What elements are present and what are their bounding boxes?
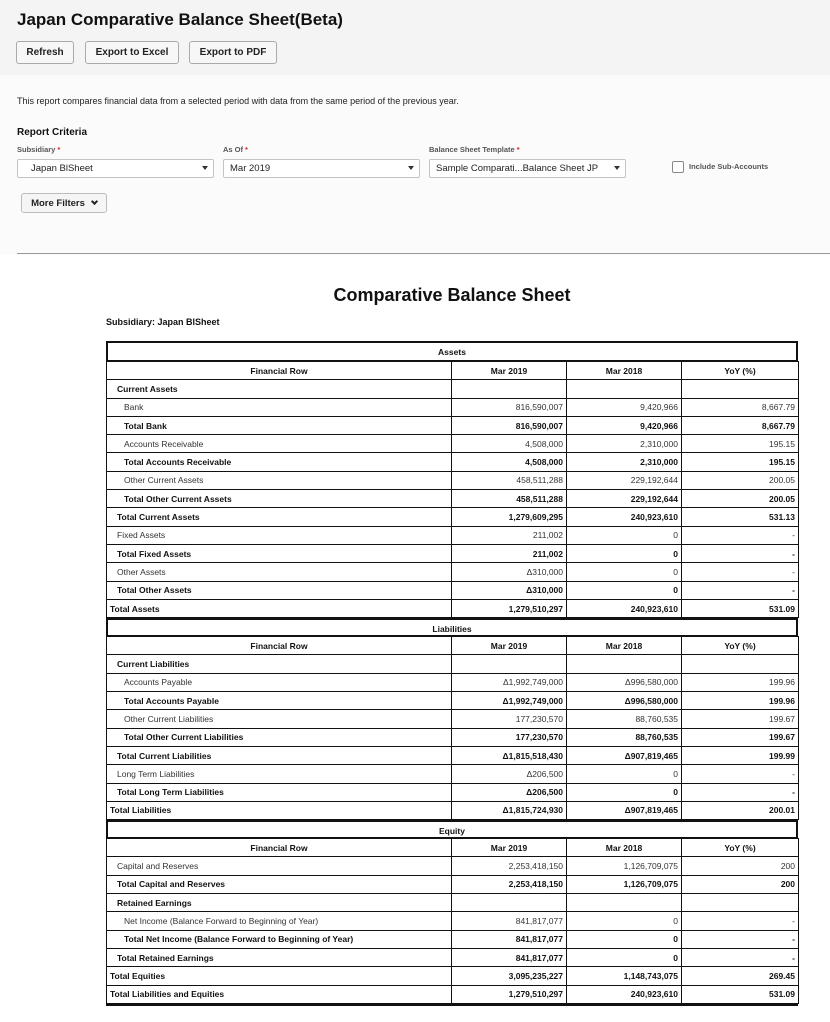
- value-mar-2018: 0: [567, 581, 682, 599]
- table-row: [107, 380, 799, 398]
- value-yoy: 199.96: [682, 673, 799, 691]
- table-row: [107, 655, 799, 673]
- value-mar-2019: [452, 894, 567, 912]
- value-mar-2018: 1,148,743,075: [567, 967, 682, 985]
- table-row: [107, 490, 799, 508]
- refresh-button[interactable]: Refresh: [16, 41, 74, 64]
- row-label: Accounts Receivable: [107, 435, 452, 453]
- value-mar-2018: [567, 380, 682, 398]
- dropdown-caret-icon: [614, 166, 620, 170]
- table-row: [107, 416, 799, 434]
- table-row: [107, 563, 799, 581]
- value-mar-2018: 0: [567, 783, 682, 801]
- value-mar-2018: 0: [567, 765, 682, 783]
- row-label: Accounts Payable: [107, 673, 452, 691]
- table-row: [107, 471, 799, 489]
- row-label: Other Current Assets: [107, 471, 452, 489]
- section-heading: Equity: [106, 820, 798, 838]
- value-mar-2019: Δ206,500: [452, 765, 567, 783]
- value-mar-2018: 88,760,535: [567, 710, 682, 728]
- more-filters-label: More Filters: [31, 197, 85, 209]
- export-pdf-button[interactable]: Export to PDF: [189, 41, 277, 64]
- row-label: Total Accounts Payable: [107, 692, 452, 710]
- value-yoy: -: [682, 765, 799, 783]
- report-criteria-heading: Report Criteria: [17, 127, 88, 138]
- table-row: [107, 581, 799, 599]
- value-mar-2019: 177,230,570: [452, 728, 567, 746]
- report-table: [106, 361, 799, 618]
- table-row: [107, 894, 799, 912]
- column-header: Mar 2019: [452, 362, 567, 380]
- dropdown-caret-icon: [202, 166, 208, 170]
- table-row: [107, 526, 799, 544]
- column-header: Mar 2018: [567, 637, 682, 655]
- value-yoy: 531.09: [682, 599, 799, 617]
- table-row: [107, 673, 799, 691]
- column-header: YoY (%): [682, 637, 799, 655]
- value-mar-2018: 0: [567, 912, 682, 930]
- report-table: [106, 636, 799, 820]
- value-yoy: 199.67: [682, 710, 799, 728]
- row-label: Other Current Liabilities: [107, 710, 452, 728]
- value-mar-2018: 0: [567, 563, 682, 581]
- value-yoy: -: [682, 563, 799, 581]
- value-mar-2018: 2,310,000: [567, 435, 682, 453]
- value-yoy: [682, 894, 799, 912]
- value-mar-2019: 841,817,077: [452, 948, 567, 966]
- table-row: [107, 948, 799, 966]
- value-mar-2018: Δ996,580,000: [567, 673, 682, 691]
- value-mar-2019: 211,002: [452, 544, 567, 562]
- table-row: [107, 783, 799, 801]
- value-mar-2018: 0: [567, 526, 682, 544]
- value-mar-2019: [452, 655, 567, 673]
- table-row: [107, 435, 799, 453]
- page-title: Japan Comparative Balance Sheet(Beta): [17, 10, 343, 29]
- include-sub-accounts-label: Include Sub-Accounts: [689, 162, 769, 171]
- export-excel-button[interactable]: Export to Excel: [85, 41, 179, 64]
- include-sub-accounts-checkbox[interactable]: [672, 161, 684, 173]
- value-mar-2018: 1,126,709,075: [567, 875, 682, 893]
- value-mar-2019: 211,002: [452, 526, 567, 544]
- value-mar-2019: 4,508,000: [452, 453, 567, 471]
- value-mar-2018: 240,923,610: [567, 508, 682, 526]
- row-label: Fixed Assets: [107, 526, 452, 544]
- row-label: Current Assets: [107, 380, 452, 398]
- row-label: Retained Earnings: [107, 894, 452, 912]
- value-mar-2019: [452, 380, 567, 398]
- value-yoy: -: [682, 544, 799, 562]
- value-mar-2019: Δ1,815,518,430: [452, 746, 567, 764]
- value-mar-2019: Δ1,992,749,000: [452, 692, 567, 710]
- value-mar-2019: Δ310,000: [452, 581, 567, 599]
- table-row: [107, 728, 799, 746]
- value-mar-2018: 2,310,000: [567, 453, 682, 471]
- section-heading: Liabilities: [106, 618, 798, 636]
- value-mar-2018: 0: [567, 948, 682, 966]
- value-yoy: 531.13: [682, 508, 799, 526]
- value-mar-2019: 816,590,007: [452, 398, 567, 416]
- value-mar-2018: 1,126,709,075: [567, 857, 682, 875]
- value-mar-2018: 0: [567, 930, 682, 948]
- value-yoy: -: [682, 526, 799, 544]
- value-yoy: [682, 655, 799, 673]
- row-label: Total Liabilities: [107, 801, 452, 819]
- value-yoy: -: [682, 930, 799, 948]
- value-yoy: 199.67: [682, 728, 799, 746]
- column-header: YoY (%): [682, 839, 799, 857]
- dropdown-caret-icon: [408, 166, 414, 170]
- table-row: [107, 453, 799, 471]
- value-mar-2019: 458,511,288: [452, 471, 567, 489]
- value-yoy: 531.09: [682, 985, 799, 1003]
- value-mar-2018: Δ907,819,465: [567, 746, 682, 764]
- table-row: [107, 875, 799, 893]
- column-header-row: [107, 362, 799, 380]
- row-label: Total Other Assets: [107, 581, 452, 599]
- value-mar-2018: Δ907,819,465: [567, 801, 682, 819]
- value-mar-2019: Δ1,992,749,000: [452, 673, 567, 691]
- row-label: Total Accounts Receivable: [107, 453, 452, 471]
- value-mar-2018: 229,192,644: [567, 490, 682, 508]
- column-header: Financial Row: [107, 362, 452, 380]
- value-mar-2019: 2,253,418,150: [452, 857, 567, 875]
- subsidiary-select[interactable]: [17, 159, 214, 178]
- value-mar-2019: 3,095,235,227: [452, 967, 567, 985]
- value-yoy: 195.15: [682, 453, 799, 471]
- value-mar-2019: 4,508,000: [452, 435, 567, 453]
- more-filters-button[interactable]: [21, 193, 107, 213]
- row-label: Total Bank: [107, 416, 452, 434]
- column-header: Mar 2018: [567, 362, 682, 380]
- asof-value: Mar 2019: [230, 163, 271, 174]
- value-mar-2018: 229,192,644: [567, 471, 682, 489]
- column-header: Mar 2019: [452, 839, 567, 857]
- column-header-row: [107, 637, 799, 655]
- table-row: [107, 985, 799, 1003]
- value-mar-2018: 9,420,966: [567, 416, 682, 434]
- table-row: [107, 692, 799, 710]
- value-mar-2018: [567, 655, 682, 673]
- template-select[interactable]: [429, 159, 626, 178]
- value-mar-2019: Δ1,815,724,930: [452, 801, 567, 819]
- value-mar-2019: Δ310,000: [452, 563, 567, 581]
- report-subsidiary: Subsidiary: Japan BlSheet: [106, 317, 220, 327]
- value-yoy: 200.05: [682, 471, 799, 489]
- divider: [17, 253, 830, 254]
- value-yoy: 200: [682, 857, 799, 875]
- value-mar-2019: 177,230,570: [452, 710, 567, 728]
- table-row: [107, 710, 799, 728]
- value-mar-2018: 240,923,610: [567, 599, 682, 617]
- value-yoy: -: [682, 912, 799, 930]
- value-mar-2018: 0: [567, 544, 682, 562]
- row-label: Other Assets: [107, 563, 452, 581]
- table-row: [107, 599, 799, 617]
- row-label: Total Retained Earnings: [107, 948, 452, 966]
- value-mar-2018: [567, 894, 682, 912]
- column-header: Financial Row: [107, 637, 452, 655]
- row-label: Total Current Assets: [107, 508, 452, 526]
- value-yoy: [682, 380, 799, 398]
- balance-sheet-report: [106, 341, 798, 1006]
- table-row: [107, 930, 799, 948]
- table-row: [107, 801, 799, 819]
- value-yoy: 269.45: [682, 967, 799, 985]
- table-row: [107, 398, 799, 416]
- value-mar-2018: 9,420,966: [567, 398, 682, 416]
- row-label: Total Net Income (Balance Forward to Beginning of Year): [107, 930, 452, 948]
- table-row: [107, 912, 799, 930]
- column-header-row: [107, 839, 799, 857]
- table-row: [107, 508, 799, 526]
- row-label: Total Assets: [107, 599, 452, 617]
- row-label: Net Income (Balance Forward to Beginning of Year): [107, 912, 452, 930]
- row-label: Capital and Reserves: [107, 857, 452, 875]
- value-yoy: -: [682, 783, 799, 801]
- value-mar-2019: 2,253,418,150: [452, 875, 567, 893]
- asof-label: As Of *: [223, 145, 248, 154]
- value-yoy: 200.01: [682, 801, 799, 819]
- column-header: Mar 2019: [452, 637, 567, 655]
- value-yoy: -: [682, 948, 799, 966]
- row-label: Long Term Liabilities: [107, 765, 452, 783]
- row-label: Total Long Term Liabilities: [107, 783, 452, 801]
- value-yoy: 200.05: [682, 490, 799, 508]
- column-header: Financial Row: [107, 839, 452, 857]
- report-description: This report compares financial data from a selected period with data from the same period of the previous year.: [17, 96, 459, 106]
- subsidiary-label: Subsidiary *: [17, 145, 61, 154]
- value-mar-2019: 1,279,609,295: [452, 508, 567, 526]
- value-yoy: 199.99: [682, 746, 799, 764]
- table-row: [107, 857, 799, 875]
- row-label: Total Other Current Liabilities: [107, 728, 452, 746]
- value-mar-2019: 458,511,288: [452, 490, 567, 508]
- value-mar-2018: 240,923,610: [567, 985, 682, 1003]
- asof-select[interactable]: [223, 159, 420, 178]
- row-label: Total Equities: [107, 967, 452, 985]
- value-yoy: 8,667.79: [682, 398, 799, 416]
- value-yoy: 200: [682, 875, 799, 893]
- row-label: Total Other Current Assets: [107, 490, 452, 508]
- column-header: Mar 2018: [567, 839, 682, 857]
- section-heading: Assets: [106, 343, 798, 361]
- value-mar-2019: Δ206,500: [452, 783, 567, 801]
- row-label: Total Capital and Reserves: [107, 875, 452, 893]
- report-table: [106, 838, 799, 1004]
- chevron-down-icon: [91, 198, 98, 205]
- row-label: Total Fixed Assets: [107, 544, 452, 562]
- column-header: YoY (%): [682, 362, 799, 380]
- value-mar-2018: Δ996,580,000: [567, 692, 682, 710]
- row-label: Bank: [107, 398, 452, 416]
- row-label: Total Liabilities and Equities: [107, 985, 452, 1003]
- row-label: Total Current Liabilities: [107, 746, 452, 764]
- table-row: [107, 765, 799, 783]
- table-row: [107, 967, 799, 985]
- value-yoy: 199.96: [682, 692, 799, 710]
- table-row: [107, 544, 799, 562]
- value-yoy: 195.15: [682, 435, 799, 453]
- subsidiary-value: Japan BlSheet: [31, 163, 93, 174]
- row-label: Current Liabilities: [107, 655, 452, 673]
- value-mar-2018: 88,760,535: [567, 728, 682, 746]
- value-yoy: -: [682, 581, 799, 599]
- value-mar-2019: 841,817,077: [452, 912, 567, 930]
- report-title: Comparative Balance Sheet: [333, 285, 571, 305]
- value-mar-2019: 841,817,077: [452, 930, 567, 948]
- template-value: Sample Comparati...Balance Sheet JP: [436, 163, 599, 174]
- value-mar-2019: 1,279,510,297: [452, 985, 567, 1003]
- table-row: [107, 746, 799, 764]
- value-mar-2019: 1,279,510,297: [452, 599, 567, 617]
- value-yoy: 8,667.79: [682, 416, 799, 434]
- template-label: Balance Sheet Template *: [429, 145, 520, 154]
- value-mar-2019: 816,590,007: [452, 416, 567, 434]
